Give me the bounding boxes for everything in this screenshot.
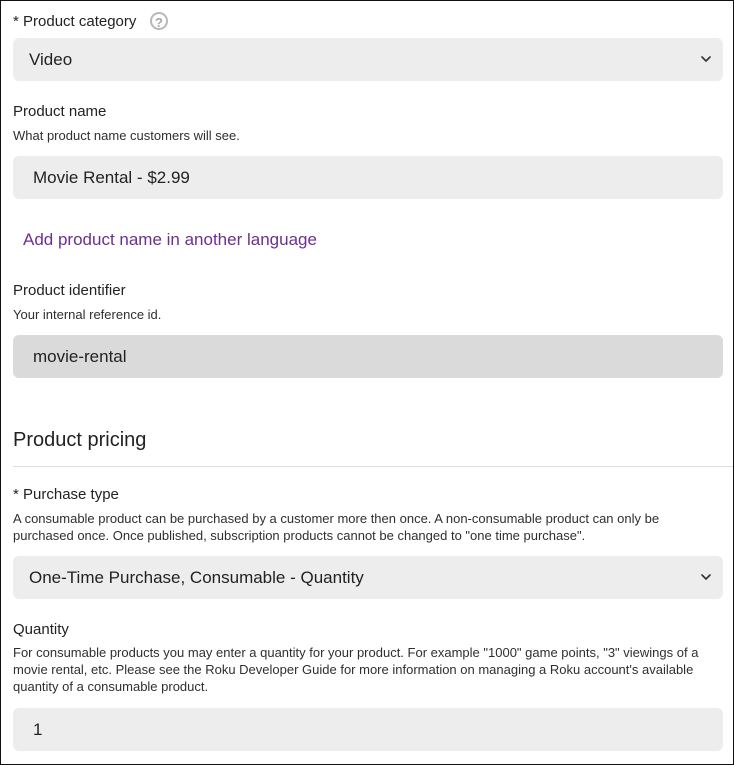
section-divider — [13, 466, 733, 467]
product-category-selected-value: Video — [29, 50, 73, 69]
product-identifier-label: Product identifier — [13, 282, 126, 299]
product-category-select[interactable] — [13, 38, 723, 81]
purchase-type-label: * Purchase type — [13, 486, 119, 503]
chevron-down-icon — [701, 54, 711, 64]
product-identifier-description: Your internal reference id. — [13, 307, 162, 322]
product-identifier-input — [13, 335, 723, 378]
chevron-down-icon — [701, 572, 711, 582]
product-name-value: Movie Rental - $2.99 — [33, 168, 190, 187]
quantity-value: 1 — [33, 720, 43, 739]
help-icon[interactable]: ? — [150, 12, 168, 30]
product-name-label: Product name — [13, 103, 107, 120]
product-name-input[interactable] — [13, 156, 723, 199]
product-pricing-title: Product pricing — [13, 429, 147, 451]
quantity-label: Quantity — [13, 621, 69, 638]
product-name-description: What product name customers will see. — [13, 128, 240, 143]
product-identifier-value: movie-rental — [33, 347, 127, 366]
purchase-type-description: A consumable product can be purchased by a customer more then once. A non-consumable product can only be purchased once. Once published, subscription products cannot be changed to "one time purchase". — [13, 511, 660, 543]
quantity-description: For consumable products you may enter a quantity for your product. For example "1000" game points, "3" viewings of a movie rental, etc. Please see the Roku Developer Guide for more information on managing a Roku account's available quantity of a consumable product. — [13, 645, 699, 694]
purchase-type-selected-value: One-Time Purchase, Consumable - Quantity — [29, 568, 364, 587]
quantity-input[interactable] — [13, 708, 723, 751]
product-category-label: * Product category — [13, 13, 137, 30]
purchase-type-select[interactable] — [13, 556, 723, 599]
add-language-link[interactable]: Add product name in another language — [23, 230, 317, 249]
